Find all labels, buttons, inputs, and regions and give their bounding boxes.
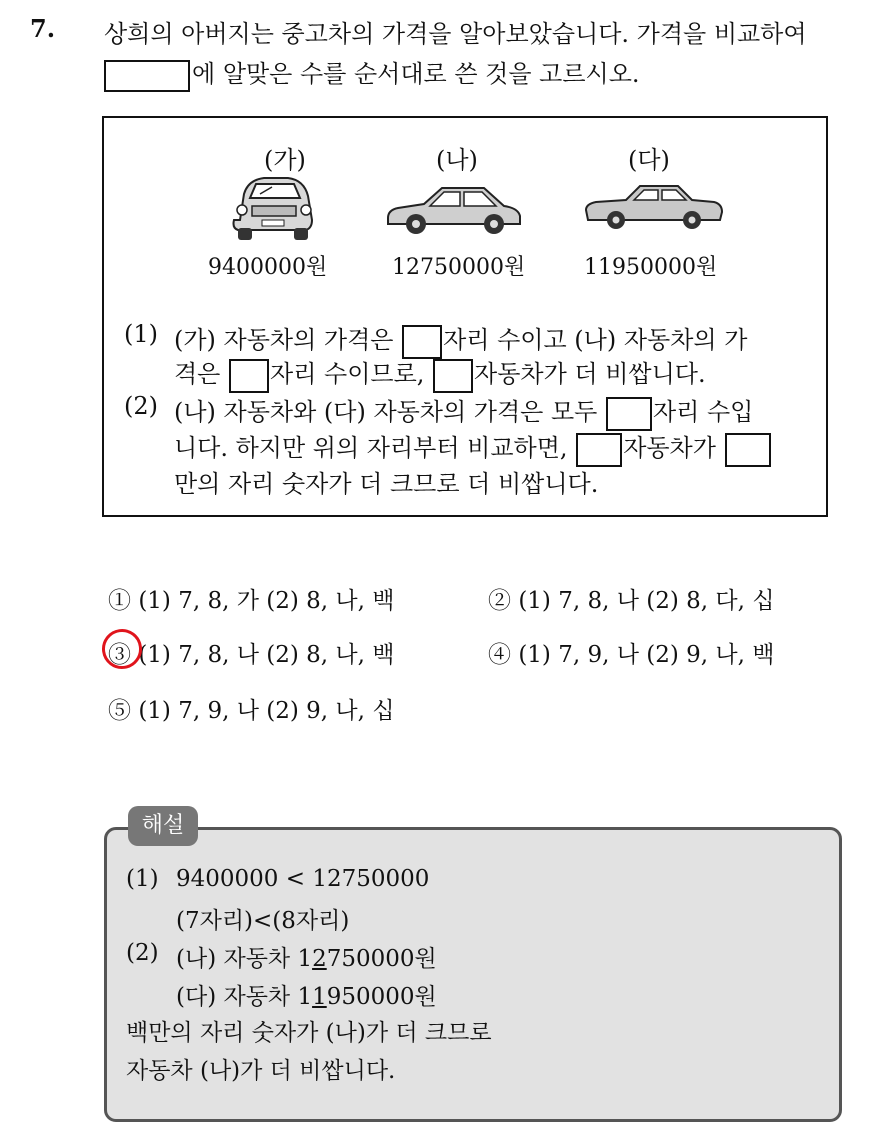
car-label-da: (다) — [628, 146, 670, 174]
choice-4[interactable] — [488, 636, 774, 669]
hatchback-car-icon — [384, 180, 524, 240]
choice-1[interactable] — [108, 582, 394, 615]
explanation-line-3 — [176, 940, 437, 973]
old-van-car-icon — [226, 172, 318, 244]
choice-text: (1) 7, 8, 나 (2) 8, 다, 십 — [518, 588, 775, 614]
explanation-line-6: 자동차 (나)가 더 비쌉니다. — [126, 1058, 396, 1084]
statement-1-line1 — [174, 320, 747, 359]
answer-blank — [104, 60, 190, 92]
choice-text: (1) 7, 9, 나 (2) 9, 나, 백 — [518, 642, 775, 668]
choice-text: (1) 7, 9, 나 (2) 9, 나, 십 — [138, 698, 395, 724]
statement-text: (가) 자동차의 가격은 — [174, 326, 394, 354]
explanation-text: (다) 자동차 1 — [176, 984, 313, 1010]
choice-marker: ④ — [488, 642, 511, 668]
statement-text: 자동차가 — [623, 434, 716, 462]
explanation-line-4 — [176, 978, 437, 1011]
fill-blank — [606, 397, 652, 431]
car-price-da: 11950000원 — [584, 255, 718, 280]
question-number: 7. — [30, 14, 56, 43]
choice-marker: ③ — [108, 642, 131, 668]
statement-1-number: (1) — [124, 320, 158, 348]
underlined-digit: 1 — [312, 984, 327, 1010]
statement-text: 격은 — [174, 360, 221, 388]
question-text-suffix: 에 알맞은 수를 순서대로 쓴 것을 고르시오. — [192, 60, 640, 88]
choice-3[interactable] — [108, 636, 394, 669]
choice-marker: ② — [488, 588, 511, 614]
statement-text: 니다. 하지만 위의 자리부터 비교하면, — [174, 434, 568, 462]
explanation-line-5: 백만의 자리 숫자가 (나)가 더 크므로 — [126, 1020, 492, 1046]
explanation-2-number: (2) — [126, 940, 159, 966]
explanation-line-2: (7자리)<(8자리) — [176, 908, 350, 934]
car-price-ga: 9400000원 — [208, 255, 328, 280]
statement-1-line2 — [174, 354, 706, 393]
question-text-line1: 상희의 아버지는 중고차의 가격을 알아보았습니다. 가격을 비교하여 — [104, 20, 807, 48]
statement-text: 자동차가 더 비쌉니다. — [474, 360, 706, 388]
explanation-text: (나) 자동차 1 — [176, 946, 313, 972]
statement-text: 자리 수입 — [653, 398, 754, 426]
statement-2-line3: 만의 자리 숫자가 더 크므로 더 비쌉니다. — [174, 470, 599, 498]
choice-marker: ⑤ — [108, 698, 131, 724]
fill-blank — [433, 359, 473, 393]
question-text-line2 — [104, 54, 640, 92]
statement-2-number: (2) — [124, 392, 158, 420]
explanation-tag: 해설 — [128, 806, 198, 846]
statement-text: 자리 수이므로, — [270, 360, 425, 388]
underlined-digit: 2 — [312, 946, 327, 972]
statement-text: (나) 자동차와 (다) 자동차의 가격은 모두 — [174, 398, 598, 426]
explanation-text: 950000원 — [326, 984, 437, 1010]
fill-blank — [725, 433, 771, 467]
choice-5[interactable] — [108, 692, 394, 725]
choice-marker: ① — [108, 588, 131, 614]
choice-text: (1) 7, 8, 가 (2) 8, 나, 백 — [138, 588, 395, 614]
fill-blank — [576, 433, 622, 467]
car-label-ga: (가) — [264, 146, 306, 174]
car-price-na: 12750000원 — [392, 255, 526, 280]
statement-2-line2 — [174, 428, 772, 467]
explanation-line-1: 9400000 < 12750000 — [176, 866, 430, 892]
explanation-text: 750000원 — [326, 946, 437, 972]
fill-blank — [229, 359, 269, 393]
statement-2-line1 — [174, 392, 753, 431]
statement-text: 자리 수이고 (나) 자동차의 가 — [443, 326, 748, 354]
sedan-car-icon — [582, 180, 724, 238]
choice-2[interactable] — [488, 582, 774, 615]
choice-text: (1) 7, 8, 나 (2) 8, 나, 백 — [138, 642, 395, 668]
car-label-na: (나) — [436, 146, 478, 174]
explanation-1-number: (1) — [126, 866, 159, 892]
